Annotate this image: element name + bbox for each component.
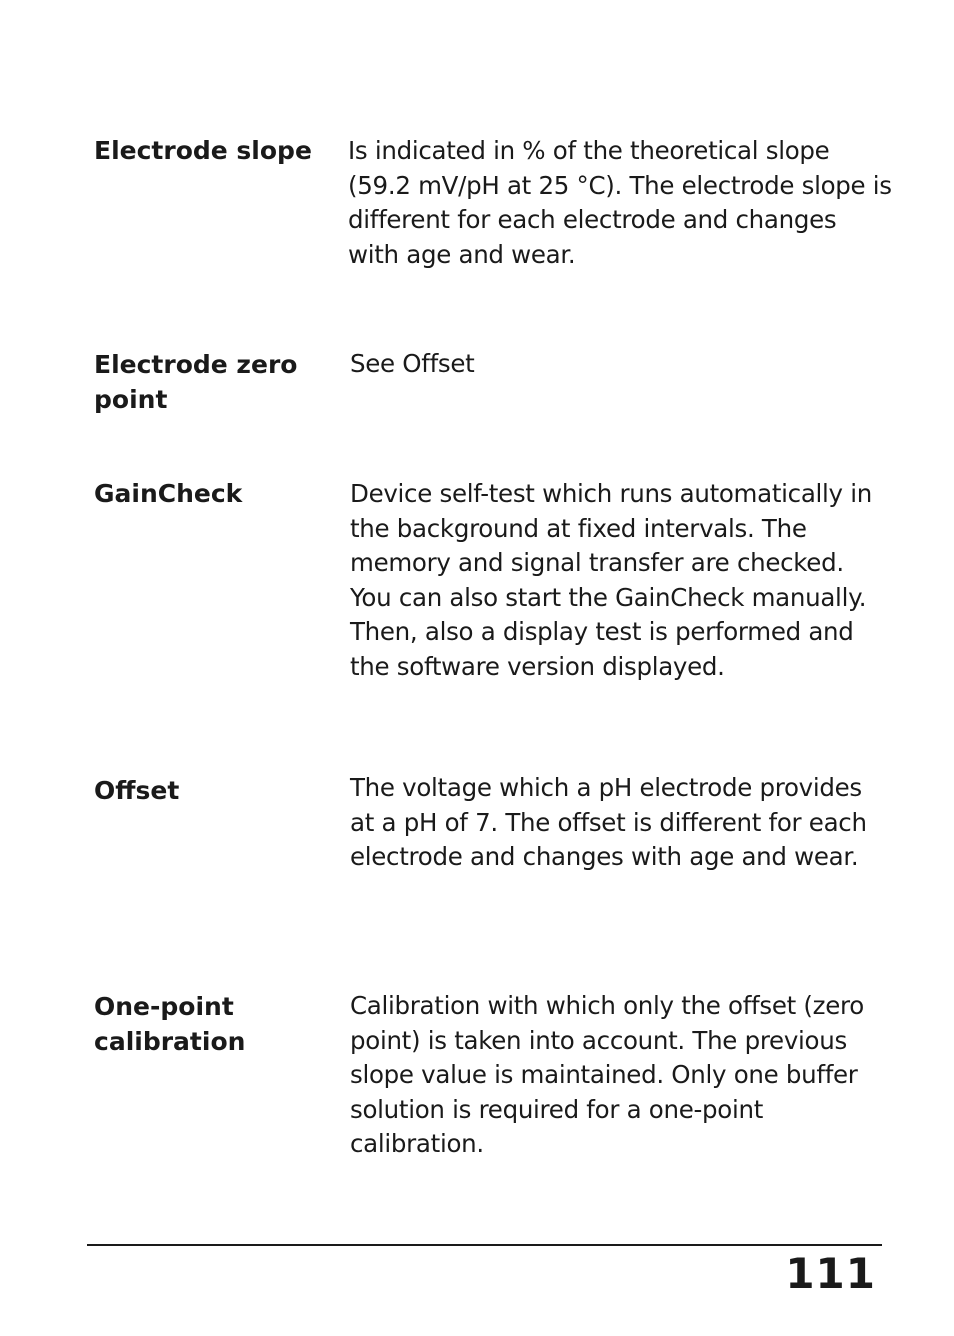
glossary-definition: The voltage which a pH electrode provides at a pH of 7. The offset is different for each electrode and changes with age and wear.: [350, 773, 867, 871]
glossary-definition: Is indicated in % of the theoretical slope (59.2 mV/pH at 25 °C). The electrode slope is different for each electrode and changes with age and wear.: [348, 136, 892, 269]
glossary-term: Offset: [94, 776, 180, 805]
page-number: 111: [785, 1249, 876, 1298]
glossary-term: One-point calibration: [94, 992, 246, 1056]
glossary-term: Electrode zero point: [94, 350, 298, 414]
footer-divider: [87, 1244, 882, 1246]
glossary-definition: See Offset: [350, 349, 475, 378]
glossary-term: Electrode slope: [94, 136, 312, 165]
glossary-term: GainCheck: [94, 479, 243, 508]
glossary-definition: Device self-test which runs automatically in the background at fixed intervals. The memory and signal transfer are checked. You can also start the GainCheck manually. Then, also a display test is performed and the software version displayed.: [350, 479, 872, 681]
glossary-definition: Calibration with which only the offset (zero point) is taken into account. The previous slope value is maintained. Only one buffer solution is required for a one-point calibration.: [350, 991, 864, 1158]
